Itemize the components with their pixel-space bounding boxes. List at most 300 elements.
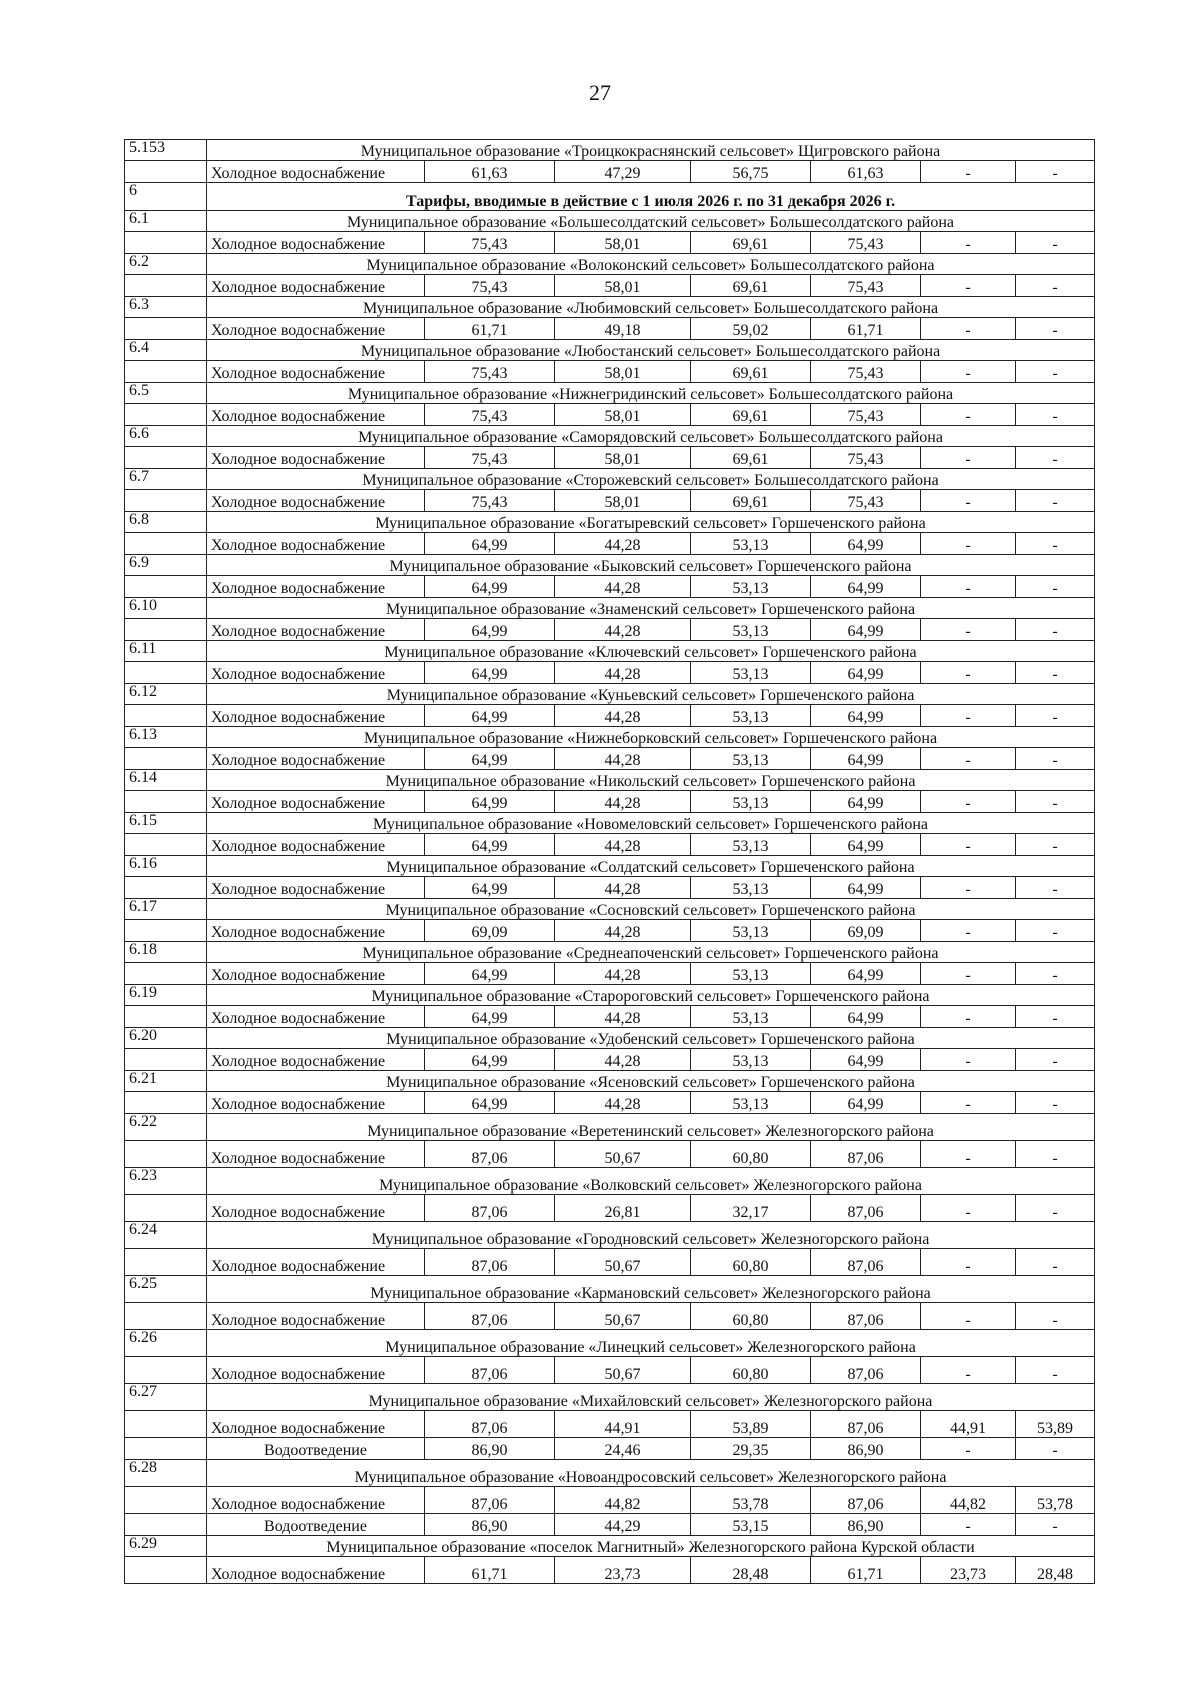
municipality-header-row [125, 942, 1095, 963]
municipality-header-row [125, 684, 1095, 705]
municipality-title: Муниципальное образование «Старороговский сельсовет» Горшеченского района [207, 985, 1095, 1006]
tariff-value: 64,99 [425, 533, 555, 555]
row-number: 6.9 [125, 555, 207, 576]
tariff-value: 64,99 [425, 619, 555, 641]
tariff-value: - [1016, 1249, 1095, 1276]
service-name: Холодное водоснабжение [207, 920, 425, 942]
row-number-empty [125, 1557, 207, 1584]
municipality-title: Муниципальное образование «Линецкий сельсовет» Железногорского района [207, 1330, 1095, 1357]
service-name: Холодное водоснабжение [207, 1141, 425, 1168]
municipality-header-row [125, 1384, 1095, 1411]
row-number: 6.11 [125, 641, 207, 662]
municipality-header-row [125, 1460, 1095, 1487]
service-name: Холодное водоснабжение [207, 791, 425, 813]
tariff-value: 87,06 [425, 1195, 555, 1222]
tariff-value: 87,06 [425, 1411, 555, 1438]
tariff-value: 44,28 [555, 1049, 691, 1071]
tariff-value: 64,99 [425, 662, 555, 684]
service-name: Холодное водоснабжение [207, 361, 425, 383]
tariff-value: 87,06 [425, 1249, 555, 1276]
tariff-value: 64,99 [425, 1049, 555, 1071]
municipality-title: Муниципальное образование «Волоконский сельсовет» Большесолдатского района [207, 254, 1095, 275]
tariff-value: 44,82 [555, 1487, 691, 1514]
tariff-value: - [921, 318, 1016, 340]
tariff-value: 69,61 [691, 361, 811, 383]
tariff-value: 64,99 [425, 834, 555, 856]
tariff-value: - [921, 920, 1016, 942]
row-number: 6 [125, 183, 207, 211]
tariff-value: 87,06 [425, 1357, 555, 1384]
tariff-value: 53,13 [691, 1006, 811, 1028]
row-number-empty [125, 318, 207, 340]
tariff-value: 61,63 [425, 161, 555, 183]
tariff-value: 44,28 [555, 1006, 691, 1028]
section-title: Тарифы, вводимые в действие с 1 июля 2026 г. по 31 декабря 2026 г. [207, 183, 1095, 211]
tariff-data-row [125, 1092, 1095, 1114]
tariff-data-row [125, 1557, 1095, 1584]
row-number-empty [125, 232, 207, 254]
municipality-title: Муниципальное образование «Большесолдатский сельсовет» Большесолдатского района [207, 211, 1095, 232]
tariff-table [124, 139, 1095, 1584]
service-name: Холодное водоснабжение [207, 275, 425, 297]
tariff-value: 64,99 [811, 963, 921, 985]
tariff-value: 69,61 [691, 275, 811, 297]
row-number: 6.3 [125, 297, 207, 318]
service-name: Холодное водоснабжение [207, 161, 425, 183]
row-number: 6.25 [125, 1276, 207, 1303]
service-name: Холодное водоснабжение [207, 318, 425, 340]
service-name: Холодное водоснабжение [207, 1249, 425, 1276]
service-name: Холодное водоснабжение [207, 447, 425, 469]
tariff-value: 61,63 [811, 161, 921, 183]
tariff-value: 44,28 [555, 920, 691, 942]
tariff-value: 53,13 [691, 748, 811, 770]
tariff-data-row [125, 619, 1095, 641]
tariff-value: - [1016, 1438, 1095, 1460]
row-number-empty [125, 576, 207, 598]
tariff-value: 44,28 [555, 748, 691, 770]
tariff-value: - [921, 791, 1016, 813]
tariff-value: - [921, 404, 1016, 426]
municipality-header-row [125, 1071, 1095, 1092]
municipality-header-row [125, 297, 1095, 318]
tariff-data-row [125, 705, 1095, 727]
tariff-value: 61,71 [811, 318, 921, 340]
tariff-value: - [921, 1141, 1016, 1168]
municipality-header-row [125, 340, 1095, 361]
service-name: Холодное водоснабжение [207, 533, 425, 555]
tariff-data-row [125, 576, 1095, 598]
municipality-title: Муниципальное образование «Куньевский сельсовет» Горшеченского района [207, 684, 1095, 705]
municipality-title: Муниципальное образование «Богатыревский сельсовет» Горшеченского района [207, 512, 1095, 533]
tariff-data-row [125, 1049, 1095, 1071]
tariff-value: 69,61 [691, 447, 811, 469]
service-name: Холодное водоснабжение [207, 1557, 425, 1584]
row-number: 6.7 [125, 469, 207, 490]
tariff-data-row [125, 1006, 1095, 1028]
tariff-value: 75,43 [425, 361, 555, 383]
row-number-empty [125, 748, 207, 770]
tariff-value: 86,90 [425, 1514, 555, 1536]
municipality-header-row [125, 254, 1095, 275]
row-number-empty [125, 705, 207, 727]
row-number: 6.19 [125, 985, 207, 1006]
tariff-value: - [1016, 619, 1095, 641]
tariff-value: - [1016, 1049, 1095, 1071]
tariff-value: 75,43 [425, 404, 555, 426]
tariff-value: 50,67 [555, 1141, 691, 1168]
row-number: 6.24 [125, 1222, 207, 1249]
tariff-value: - [921, 1514, 1016, 1536]
tariff-value: 23,73 [921, 1557, 1016, 1584]
tariff-value: - [1016, 576, 1095, 598]
tariff-value: 53,13 [691, 576, 811, 598]
row-number-empty [125, 447, 207, 469]
row-number: 6.16 [125, 856, 207, 877]
tariff-value: - [1016, 963, 1095, 985]
tariff-value: 28,48 [691, 1557, 811, 1584]
tariff-value: - [1016, 275, 1095, 297]
tariff-value: - [921, 877, 1016, 899]
tariff-value: 60,80 [691, 1141, 811, 1168]
tariff-value: 87,06 [811, 1141, 921, 1168]
tariff-value: - [921, 1049, 1016, 1071]
tariff-value: 44,82 [921, 1487, 1016, 1514]
municipality-header-row [125, 727, 1095, 748]
tariff-data-row [125, 1411, 1095, 1438]
tariff-value: 53,78 [691, 1487, 811, 1514]
tariff-value: 58,01 [555, 232, 691, 254]
tariff-value: 64,99 [811, 791, 921, 813]
municipality-header-row [125, 770, 1095, 791]
municipality-title: Муниципальное образование «Саморядовский сельсовет» Большесолдатского района [207, 426, 1095, 447]
tariff-value: 44,28 [555, 877, 691, 899]
tariff-value: 24,46 [555, 1438, 691, 1460]
tariff-value: 60,80 [691, 1303, 811, 1330]
tariff-value: 75,43 [811, 361, 921, 383]
tariff-value: 87,06 [425, 1303, 555, 1330]
tariff-value: 64,99 [811, 1092, 921, 1114]
tariff-data-row [125, 1438, 1095, 1460]
tariff-data-row [125, 662, 1095, 684]
tariff-value: - [1016, 361, 1095, 383]
row-number-empty [125, 490, 207, 512]
service-name: Холодное водоснабжение [207, 748, 425, 770]
tariff-value: 64,99 [425, 963, 555, 985]
tariff-value: 44,91 [555, 1411, 691, 1438]
service-name: Холодное водоснабжение [207, 662, 425, 684]
municipality-title: Муниципальное образование «Новомеловский сельсовет» Горшеченского района [207, 813, 1095, 834]
tariff-data-row [125, 963, 1095, 985]
service-name: Водоотведение [207, 1514, 425, 1536]
tariff-value: - [921, 232, 1016, 254]
tariff-value: 53,13 [691, 963, 811, 985]
tariff-value: 64,99 [425, 1092, 555, 1114]
municipality-title: Муниципальное образование «Сторожевский сельсовет» Большесолдатского района [207, 469, 1095, 490]
tariff-value: - [1016, 662, 1095, 684]
tariff-value: - [921, 834, 1016, 856]
municipality-title: Муниципальное образование «Сосновский сельсовет» Горшеченского района [207, 899, 1095, 920]
row-number-empty [125, 1303, 207, 1330]
tariff-data-row [125, 791, 1095, 813]
municipality-title: Муниципальное образование «Ключевский сельсовет» Горшеченского района [207, 641, 1095, 662]
row-number-empty [125, 619, 207, 641]
row-number: 6.2 [125, 254, 207, 275]
row-number-empty [125, 662, 207, 684]
service-name: Холодное водоснабжение [207, 576, 425, 598]
tariff-value: - [1016, 1141, 1095, 1168]
row-number: 6.1 [125, 211, 207, 232]
tariff-value: 75,43 [811, 490, 921, 512]
municipality-header-row [125, 1330, 1095, 1357]
service-name: Холодное водоснабжение [207, 619, 425, 641]
row-number: 6.10 [125, 598, 207, 619]
tariff-value: 58,01 [555, 361, 691, 383]
tariff-data-row [125, 275, 1095, 297]
service-name: Холодное водоснабжение [207, 1195, 425, 1222]
service-name: Холодное водоснабжение [207, 1303, 425, 1330]
tariff-value: 53,13 [691, 834, 811, 856]
tariff-value: 64,99 [811, 877, 921, 899]
tariff-value: - [921, 619, 1016, 641]
tariff-value: 87,06 [811, 1303, 921, 1330]
tariff-value: 64,99 [425, 1006, 555, 1028]
tariff-value: - [921, 533, 1016, 555]
tariff-value: 61,71 [425, 1557, 555, 1584]
tariff-value: - [921, 1357, 1016, 1384]
tariff-value: 44,28 [555, 834, 691, 856]
tariff-value: 50,67 [555, 1357, 691, 1384]
row-number: 6.21 [125, 1071, 207, 1092]
tariff-data-row [125, 318, 1095, 340]
row-number: 6.23 [125, 1168, 207, 1195]
service-name: Холодное водоснабжение [207, 1006, 425, 1028]
tariff-value: 69,09 [425, 920, 555, 942]
row-number: 6.18 [125, 942, 207, 963]
municipality-header-row [125, 813, 1095, 834]
tariff-value: - [1016, 791, 1095, 813]
tariff-value: 86,90 [425, 1438, 555, 1460]
row-number: 6.28 [125, 1460, 207, 1487]
municipality-title: Муниципальное образование «Новоандросовский сельсовет» Железногорского района [207, 1460, 1095, 1487]
tariff-value: 61,71 [811, 1557, 921, 1584]
tariff-value: - [1016, 877, 1095, 899]
municipality-title: Муниципальное образование «Ясеновский сельсовет» Горшеченского района [207, 1071, 1095, 1092]
tariff-value: 58,01 [555, 275, 691, 297]
tariff-value: 58,01 [555, 490, 691, 512]
tariff-value: - [921, 447, 1016, 469]
tariff-value: - [1016, 404, 1095, 426]
tariff-value: - [921, 1303, 1016, 1330]
tariff-value: 44,91 [921, 1411, 1016, 1438]
tariff-value: 44,28 [555, 1092, 691, 1114]
tariff-value: 75,43 [425, 490, 555, 512]
row-number-empty [125, 1092, 207, 1114]
row-number-empty [125, 404, 207, 426]
tariff-data-row [125, 920, 1095, 942]
tariff-value: - [921, 705, 1016, 727]
tariff-value: 53,13 [691, 791, 811, 813]
tariff-value: - [921, 1438, 1016, 1460]
row-number: 6.29 [125, 1536, 207, 1557]
tariff-data-row [125, 1249, 1095, 1276]
row-number-empty [125, 1195, 207, 1222]
municipality-header-row [125, 512, 1095, 533]
tariff-value: - [1016, 920, 1095, 942]
tariff-value: 53,89 [691, 1411, 811, 1438]
tariff-value: - [1016, 1195, 1095, 1222]
tariff-data-row [125, 1357, 1095, 1384]
tariff-value: - [1016, 318, 1095, 340]
tariff-value: 69,61 [691, 404, 811, 426]
service-name: Холодное водоснабжение [207, 1049, 425, 1071]
tariff-value: - [921, 1249, 1016, 1276]
tariff-data-row [125, 404, 1095, 426]
tariff-value: - [1016, 834, 1095, 856]
tariff-value: 64,99 [425, 576, 555, 598]
row-number-empty [125, 834, 207, 856]
row-number: 6.8 [125, 512, 207, 533]
service-name: Холодное водоснабжение [207, 1092, 425, 1114]
tariff-data-row [125, 232, 1095, 254]
service-name: Холодное водоснабжение [207, 1487, 425, 1514]
tariff-value: - [921, 275, 1016, 297]
tariff-value: 64,99 [425, 791, 555, 813]
tariff-value: 87,06 [425, 1141, 555, 1168]
tariff-value: 28,48 [1016, 1557, 1095, 1584]
row-number: 6.13 [125, 727, 207, 748]
tariff-data-row [125, 1514, 1095, 1536]
municipality-header-row [125, 426, 1095, 447]
tariff-value: 75,43 [811, 404, 921, 426]
tariff-value: 53,13 [691, 1092, 811, 1114]
tariff-value: 75,43 [811, 275, 921, 297]
row-number-empty [125, 533, 207, 555]
tariff-value: 69,61 [691, 232, 811, 254]
tariff-value: 60,80 [691, 1249, 811, 1276]
municipality-title: Муниципальное образование «Быковский сельсовет» Горшеченского района [207, 555, 1095, 576]
tariff-value: 44,28 [555, 619, 691, 641]
municipality-title: Муниципальное образование «Кармановский сельсовет» Железногорского района [207, 1276, 1095, 1303]
tariff-value: 64,99 [811, 834, 921, 856]
tariff-value: 44,28 [555, 705, 691, 727]
service-name: Холодное водоснабжение [207, 963, 425, 985]
tariff-value: 44,28 [555, 791, 691, 813]
tariff-data-row [125, 748, 1095, 770]
tariff-value: 75,43 [811, 447, 921, 469]
municipality-header-row [125, 211, 1095, 232]
tariff-value: 87,06 [811, 1249, 921, 1276]
municipality-header-row [125, 641, 1095, 662]
row-number-empty [125, 161, 207, 183]
row-number-empty [125, 1006, 207, 1028]
tariff-value: 53,13 [691, 877, 811, 899]
tariff-value: 58,01 [555, 404, 691, 426]
municipality-header-row [125, 856, 1095, 877]
tariff-value: 53,78 [1016, 1487, 1095, 1514]
municipality-header-row [125, 1114, 1095, 1141]
tariff-value: 47,29 [555, 161, 691, 183]
tariff-value: 61,71 [425, 318, 555, 340]
municipality-header-row [125, 1222, 1095, 1249]
tariff-value: 44,28 [555, 533, 691, 555]
service-name: Холодное водоснабжение [207, 877, 425, 899]
row-number: 6.12 [125, 684, 207, 705]
tariff-value: 44,29 [555, 1514, 691, 1536]
tariff-data-row [125, 834, 1095, 856]
row-number: 6.6 [125, 426, 207, 447]
tariff-data-row [125, 1141, 1095, 1168]
municipality-title: Муниципальное образование «Веретенинский сельсовет» Железногорского района [207, 1114, 1095, 1141]
row-number: 6.4 [125, 340, 207, 361]
tariff-value: 50,67 [555, 1249, 691, 1276]
tariff-value: 44,28 [555, 662, 691, 684]
tariff-value: 64,99 [811, 576, 921, 598]
tariff-data-row [125, 161, 1095, 183]
municipality-title: Муниципальное образование «Волковский сельсовет» Железногорского района [207, 1168, 1095, 1195]
row-number: 5.153 [125, 140, 207, 161]
tariff-value: - [921, 361, 1016, 383]
tariff-value: - [1016, 533, 1095, 555]
tariff-value: - [1016, 1092, 1095, 1114]
municipality-title: Муниципальное образование «Нижнеборковский сельсовет» Горшеченского района [207, 727, 1095, 748]
tariff-value: 53,13 [691, 920, 811, 942]
row-number: 6.14 [125, 770, 207, 791]
tariff-data-row [125, 447, 1095, 469]
row-number: 6.27 [125, 1384, 207, 1411]
tariff-value: - [921, 1006, 1016, 1028]
tariff-data-row [125, 1303, 1095, 1330]
tariff-value: 53,89 [1016, 1411, 1095, 1438]
municipality-header-row [125, 1276, 1095, 1303]
row-number: 6.22 [125, 1114, 207, 1141]
row-number-empty [125, 791, 207, 813]
tariff-value: 59,02 [691, 318, 811, 340]
municipality-title: Муниципальное образование «Любимовский сельсовет» Большесолдатского района [207, 297, 1095, 318]
tariff-value: 75,43 [425, 447, 555, 469]
tariff-value: 53,13 [691, 619, 811, 641]
tariff-value: - [921, 576, 1016, 598]
row-number-empty [125, 1438, 207, 1460]
row-number-empty [125, 1357, 207, 1384]
tariff-value: 75,43 [811, 232, 921, 254]
tariff-value: - [921, 1092, 1016, 1114]
tariff-value: - [921, 963, 1016, 985]
service-name: Холодное водоснабжение [207, 1357, 425, 1384]
tariff-value: 87,06 [425, 1487, 555, 1514]
municipality-title: Муниципальное образование «Троицкокраснянский сельсовет» Щигровского района [207, 140, 1095, 161]
municipality-header-row [125, 140, 1095, 161]
tariff-value: 49,18 [555, 318, 691, 340]
tariff-value: - [1016, 232, 1095, 254]
tariff-value: 23,73 [555, 1557, 691, 1584]
tariff-value: 75,43 [425, 232, 555, 254]
tariff-value: - [1016, 1303, 1095, 1330]
tariff-value: - [1016, 1006, 1095, 1028]
page-number: 27 [589, 80, 611, 105]
tariff-value: 53,13 [691, 662, 811, 684]
tariff-value: 64,99 [811, 1049, 921, 1071]
municipality-title: Муниципальное образование «Нижнегридинский сельсовет» Большесолдатского района [207, 383, 1095, 404]
municipality-title: Муниципальное образование «Любостанский сельсовет» Большесолдатского района [207, 340, 1095, 361]
service-name: Холодное водоснабжение [207, 1411, 425, 1438]
municipality-title: Муниципальное образование «Городновский сельсовет» Железногорского района [207, 1222, 1095, 1249]
tariff-value: 64,99 [811, 662, 921, 684]
tariff-value: 87,06 [811, 1195, 921, 1222]
tariff-value: - [1016, 1357, 1095, 1384]
municipality-title: Муниципальное образование «Михайловский сельсовет» Железногорского района [207, 1384, 1095, 1411]
service-name: Холодное водоснабжение [207, 705, 425, 727]
